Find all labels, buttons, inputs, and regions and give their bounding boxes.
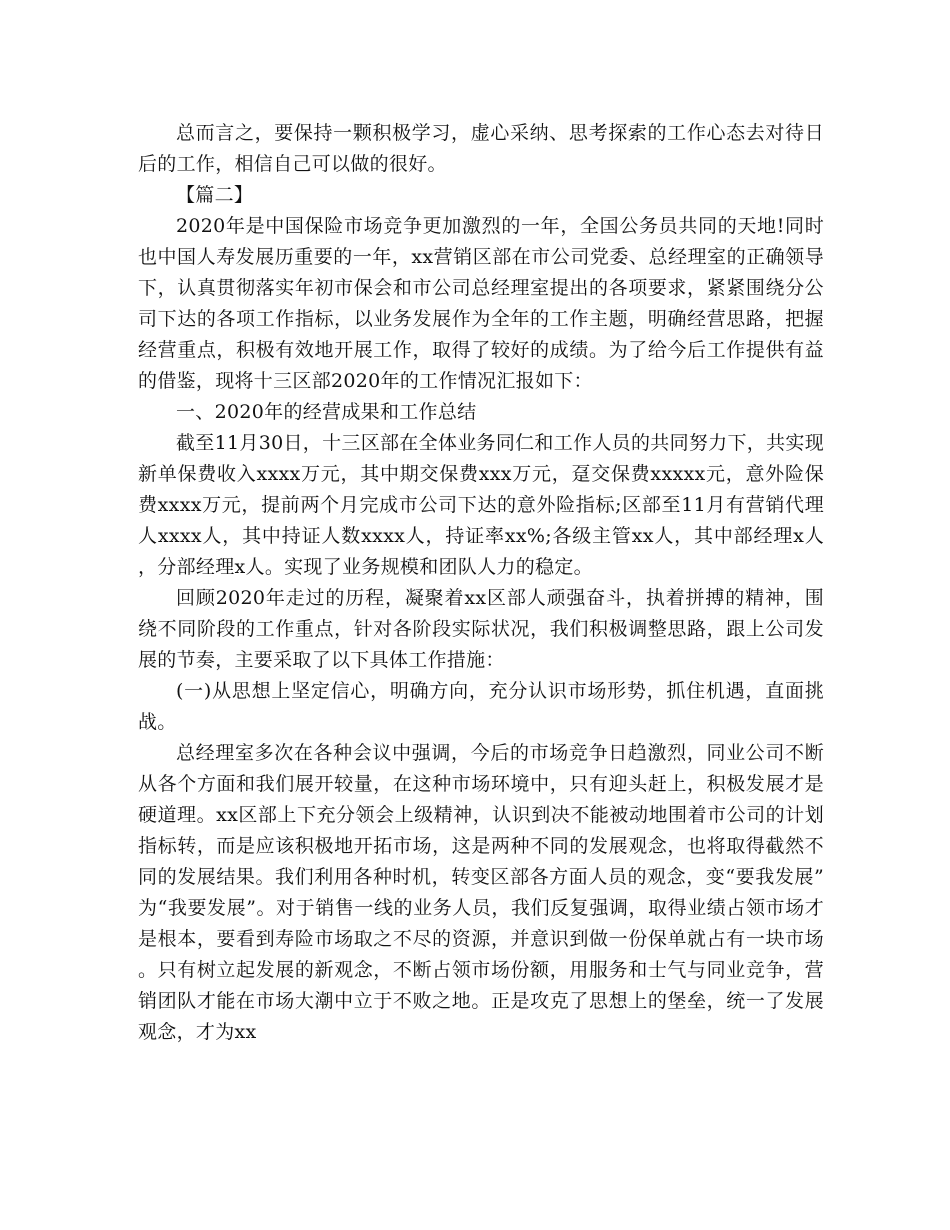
paragraph-mindset: 总经理室多次在各种会议中强调，今后的市场竞争日趋激烈，同业公司不断从各个方面和我们展开较量，在这种市场环境中，只有迎头赶上，积极发展才是硬道理。xx区部上下充分领会上级精神，认识到决不能被动地围着市公司的计划指标转，而是应该积极地开拓市场，这是两种不同的发展观念，也将取得截然不同的发展结果。我们利用各种时机，转变区部各方面人员的观念，变“要我发展”为“我要发展”。对于销售一线的业务人员，我们反复强调，取得业绩占领市场才是根本，要看到寿险市场取之不尽的资源，并意识到做一份保单就占有一块市场。只有树立起发展的新观念，不断占领市场份额，用服务和士气与同业竞争，营销团队才能在市场大潮中立于不败之地。正是攻克了思想上的堡垒，统一了发展观念，才为xx [138, 742, 824, 1043]
paragraph-conclusion: 总而言之，要保持一颗积极学习，虚心采纳、思考探索的工作心态去对待日后的工作，相信自己可以做的很好。 [138, 122, 824, 175]
section-heading-part-two: 【篇二】 [176, 184, 254, 206]
paragraph-intro: 2020年是中国保险市场竞争更加激烈的一年，全国公务员共同的天地!同时也中国人寿发展历重要的一年，xx营销区部在市公司党委、总经理室的正确领导下，认真贯彻落实年初市保会和市公司总经理室提出的各项要求，紧紧围绕分公司下达的各项工作指标，以业务发展作为全年的工作主题，明确经营思路，把握经营重点，积极有效地开展工作，取得了较好的成绩。为了给今后工作提供有益的借鉴，现将十三区部2020年的工作情况汇报如下： [138, 215, 824, 392]
paragraph-results: 截至11月30日，十三区部在全体业务同仁和工作人员的共同努力下，共实现新单保费收入xxxx万元，其中期交保费xxx万元，趸交保费xxxxx元，意外险保费xxxx万元，提前两个月完成市公司下达的意外险指标;区部至11月有营销代理人xxxx人，其中持证人数xxxx人，持证率xx%;各级主管xx人，其中部经理x人，分部经理x人。实现了业务规模和团队人力的稳定。 [138, 432, 824, 578]
paragraph-review: 回顾2020年走过的历程，凝聚着xx区部人顽强奋斗，执着拼搏的精神，围绕不同阶段的工作重点，针对各阶段实际状况，我们积极调整思路，跟上公司发展的节奏，主要采取了以下具体工作措施： [138, 587, 824, 671]
subheading-mindset: (一)从思想上坚定信心，明确方向，充分认识市场形势，抓住机遇，直面挑战。 [138, 680, 824, 733]
section-heading-results: 一、2020年的经营成果和工作总结 [176, 401, 477, 423]
document-body [138, 118, 824, 1048]
